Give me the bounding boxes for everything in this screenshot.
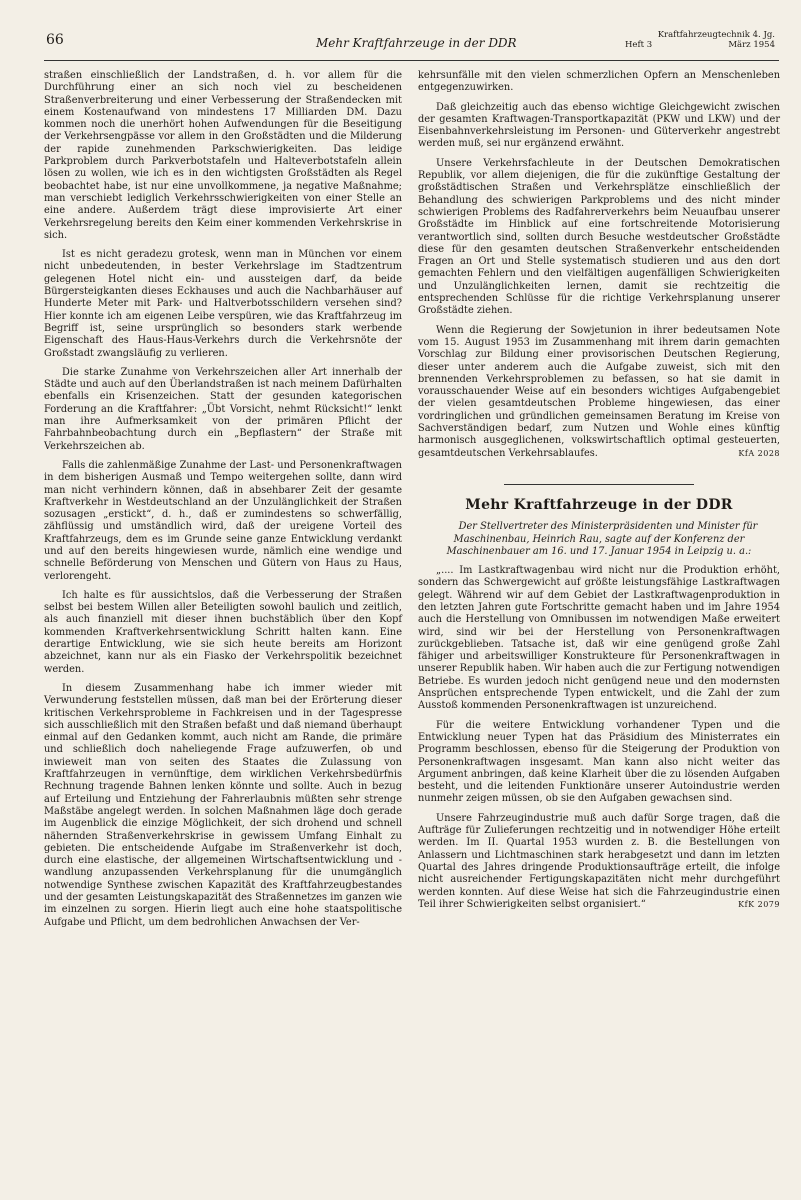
journal-issue xyxy=(625,40,775,50)
article-paragraph xyxy=(418,813,780,911)
left-column xyxy=(44,70,402,936)
journal-name: Kraftfahrzeugtechnik 4. Jg. xyxy=(657,30,775,40)
running-title: Mehr Kraftfahrzeuge in der DDR xyxy=(316,36,517,50)
page-number: 66 xyxy=(46,32,64,48)
paragraph: Ist es nicht geradezu grotesk, wenn man in München vor einem nicht unbedeutenden, in bester Verkehrslage im Stadtzentrum gelegenen Hotel nicht ein- und aussteigen darf, da beide Bürgersteigkanten dieses Eckhauses und auch die Nachbarhäuser auf Hunderte Meter mit Park- und Haltverbotsschildern versehen sind? Hier konnte ich am eigenen Leibe verspüren, wie das Kraftfahrzeug im Begriff ist, seine ursprünglich so besonders stark werbende Eigenschaft des Haus-Haus-Verkehrs durch die Verkehrsnöte der Großstadt zwangsläufig zu verlieren. xyxy=(44,249,402,359)
paragraph-text: Wenn die Regierung der Sowjetunion in ihrer bedeutsamen Note vom 15. August 1953 im Zusammenhang mit ihrem darin gemachten Vorschlag zur Bildung einer provisorischen Deutschen Regierung, dieser unter anderem auch die Aufgabe zuweist, sich mit den brennenden Verkehrsproblemen zu befassen, so hat sie damit in vorausschauender Weise auf ein besonders wichtiges Aufgabengebiet der vielen gesamtdeutschen Probleme hingewiesen, das einer vordringlichen und gründlichen gemeinsamen Beratung im Kreise von Sachverständigen bedarf, zum Nutzen und Wohle eines künftig harmonisch ausgeglichenen, volkswirtschaftlich optimal gesteuerten, gesamtdeutschen Verkehrsablaufes. xyxy=(418,324,780,459)
paragraph: Daß gleichzeitig auch das ebenso wichtige Gleichgewicht zwischen der gesamten Kraftwagen-Transportkapazität (PKW und LKW) und der Eisenbahnverkehrsleistung im Personen- und Güterverkehr angestrebt werden muß, sei nur ergänzend erwähnt. xyxy=(418,101,780,150)
article-title: Mehr Kraftfahrzeuge in der DDR xyxy=(465,496,733,513)
paragraph: Falls die zahlenmäßige Zunahme der Last- und Personenkraftwagen in dem bisherigen Ausmaß und Tempo weitergehen sollte, dann wird man nicht verhindern können, daß in absehbarer Zeit der gesamte Kraftverkehr in Westdeutschland an der Unzulänglichkeit der Straßen sozusagen „erstickt“, d. h., daß er zumindestens so schwerfällig, zähflüssig und umständlich wird, daß der ureigene Vorteil des Kraftfahrzeugs, dem es im Grunde seine ganze Entwicklung verdankt und auf den bereits hingewiesen wurde, nämlich eine wendige und schnelle Beförderung von Menschen und Gütern von Haus zu Haus, verlorengeht. xyxy=(44,459,402,582)
page-header xyxy=(44,30,779,61)
paragraph: Die starke Zunahme von Verkehrszeichen aller Art innerhalb der Städte und auch auf den Überlandstraßen ist nach meinem Dafürhalten ebenfalls ein Krisenzeichen. Statt der gesunden kategorischen Forderung an die Kraftfahrer: „Übt Vorsicht, nehmt Rücksicht!“ lenkt man ihre Aufmerksamkeit von der primären Pflicht der Fahrbahnbeobachtung durch ein „Bepflastern“ der Straße mit Verkehrszeichen ab. xyxy=(44,366,402,452)
article-paragraph: „.... Im Lastkraftwagenbau wird nicht nur die Produktion erhöht, sondern das Schwergewicht auf größte leistungsfähige Lastkraftwagen gelegt. Während wir auf dem Gebiet der Lastkraftwagenproduktion in den letzten Jahren gute Fortschritte gemacht haben und im Jahre 1954 auch die Herstellung von Omnibussen im notwendigen Maße erweitert wird, sind wir bei der Herstellung von Personenkraftwagen zurückgeblieben. Tatsache ist, daß wir eine genügend große Zahl fähiger und arbeitswilliger Konstrukteure für Personenkraftwagen in unserer Republik haben. Wir haben auch die zur Fertigung notwendigen Betriebe. Es wurden jedoch nicht genügend neue und den modernsten Ansprüchen entsprechende Typen entwickelt, und die Zahl der zum Ausstoß kommenden Personenkraftwagen ist unzureichend. xyxy=(418,565,780,712)
journal-heft: Heft 3 xyxy=(625,40,653,50)
paragraph: straßen einschließlich der Landstraßen, d. h. vor allem für die Durchführung einer an sich noch viel zu bescheidenen Straßenverbreiterung und einer Verbesserung der Straßendecken mit einem Kostenaufwand von mindestens 17 Milliarden DM. Dazu kommen noch die unerhört hohen Aufwendungen für die Beseitigung der Verkehrsengpässe vor allem in den Großstädten und die Milderung der rapide zunehmenden Parkschwierigkeiten. Das leidige Parkproblem durch Parkverbotstafeln und Halteverbotstafeln allein lösen zu wollen, wie ich es in den wichtigsten Großstädten als Regel beobachtet habe, ist nur eine unvollkommene, ja negative Maßnahme; man verschiebt lediglich Verkehrsschwierigkeiten von einer Stelle an eine andere. Außerdem trägt diese improvisierte Art einer Verkehrsregelung bereits den Keim einer kommenden Verkehrskrise in sich. xyxy=(44,70,402,241)
reference-code: KfK 2079 xyxy=(738,899,780,909)
reference-code: KfA 2028 xyxy=(738,448,780,458)
paragraph: kehrsunfälle mit den vielen schmerzlichen Opfern an Menschenleben entgegenzuwirken. xyxy=(418,70,780,94)
paragraph: In diesem Zusammenhang habe ich immer wieder mit Verwunderung feststellen müssen, daß man bei der Erörterung dieser kritischen Verkehrsprobleme in Fachkreisen und in der Tagespresse sich ausschließlich mit den Straßen befaßt und daß niemand überhaupt einmal auf den Gedanken kommt, auch nicht am Rande, die primäre und schließlich doch naheliegende Frage aufzuwerfen, ob und inwieweit man von seiten des Staates die Zulassung von Kraftfahrzeugen in vernünftige, dem wirklichen Verkehrsbedürfnis Rechnung tragende Bahnen lenken könnte und sollte. Auch in bezug auf Erteilung und Entziehung der Fahrerlaubnis müßten sehr strenge Maßstäbe angelegt werden. In solchen Maßnahmen läge doch gerade im Augenblick die einzige Möglichkeit, der sich drohend und schnell nähernden Straßenverkehrskrise in gewissem Umfang Einhalt zu gebieten. Die entscheidende Aufgabe im Straßenverkehr ist doch, durch eine elastische, der allgemeinen Wirtschaftsentwicklung und -wandlung anzupassenden Verkehrsplanung für die unumgänglich notwendige Synthese zwischen Kapazität des Kraftfahrzeugbestandes und der gesamten Leistungskapazität des Straßennetzes im ganzen wie im einzelnen zu sorgen. Hierin liegt auch eine hohe staatspolitische Aufgabe und Pflicht, um dem bedrohlichen Anwachsen der Ver- xyxy=(44,682,402,928)
paragraph: Unsere Verkehrsfachleute in der Deutschen Demokratischen Republik, vor allem diejenigen, die für die zukünftige Gestaltung der großstädtischen Straßen und Verkehrsplätze einschließlich der Behandlung des schwierigen Parkproblems und des nicht minder schwierigen Problems des Radfahrerverkehrs beim Neuaufbau unserer Großstädte im Hinblick auf eine fortschreitende Motorisierung verantwortlich sind, sollten durch Besuche westdeutscher Großstädte diese für den gesamten deutschen Straßenverkehr entscheidenden Fragen an Ort und Stelle systematisch studieren und aus den dort gemachten Fehlern und den vielfältigen augenfälligen Schwierigkeiten und Unzulänglichkeiten lernen, damit sie rechtzeitig die entsprechenden Schlüsse für die richtige Verkehrsplanung unserer Großstädte ziehen. xyxy=(418,157,780,317)
article-intro: Der Stellvertreter des Ministerpräsidenten und Minister für Maschinenbau, Heinrich Rau, sagte auf der Konferenz der Maschinenbauer am 16. und 17. Januar 1954 in Leipzig u. a.: xyxy=(446,521,758,557)
paragraph xyxy=(418,325,780,460)
article-paragraph: Für die weitere Entwicklung vorhandener Typen und die Entwicklung neuer Typen hat das Präsidium des Ministerrates ein Programm beschlossen, ebenso für die Steigerung der Produktion von Personenkraftwagen insgesamt. Man kann also nicht weiter das Argument anbringen, daß keine Klarheit über die zu lösenden Aufgaben besteht, und die leitenden Funktionäre unserer Autoindustrie werden nunmehr zeigen müssen, ob sie den Aufgaben gewachsen sind. xyxy=(418,719,780,805)
journal-date: März 1954 xyxy=(728,40,775,50)
paragraph: Ich halte es für aussichtslos, daß die Verbesserung der Straßen selbst bei bestem Willen aller Beteiligten sowohl baulich und zeitlich, als auch finanziell mit dieser ihnen buchstäblich über den Kopf kommenden Kraftverkehrsentwicklung Schritt halten kann. Eine derartige Entwicklung, wie sie sich heute bereits am Horizont abzeichnet, kann nur als ein Fiasko der Verkehrspolitik bezeichnet werden. xyxy=(44,589,402,675)
paragraph-text: Unsere Fahrzeugindustrie muß auch dafür Sorge tragen, daß die Aufträge für Zulieferungen rechtzeitig und in notwendiger Höhe erteilt werden. Im II. Quartal 1953 wurden z. B. die Bestellungen von Anlassern und Lichtmaschinen stark herabgesetzt und dann im letzten Quartal des Jahres dringende Produktionsaufträge erteilt, die infolge nicht ausreichender Fertigungskapazitäten nicht mehr durchgeführt werden konnten. Auf diese Weise hat sich die Fahrzeugindustrie einen Teil ihrer Schwierigkeiten selbst organisiert.“ xyxy=(418,812,780,910)
right-column xyxy=(418,70,780,918)
journal-info xyxy=(625,30,775,50)
section-divider xyxy=(504,484,694,485)
